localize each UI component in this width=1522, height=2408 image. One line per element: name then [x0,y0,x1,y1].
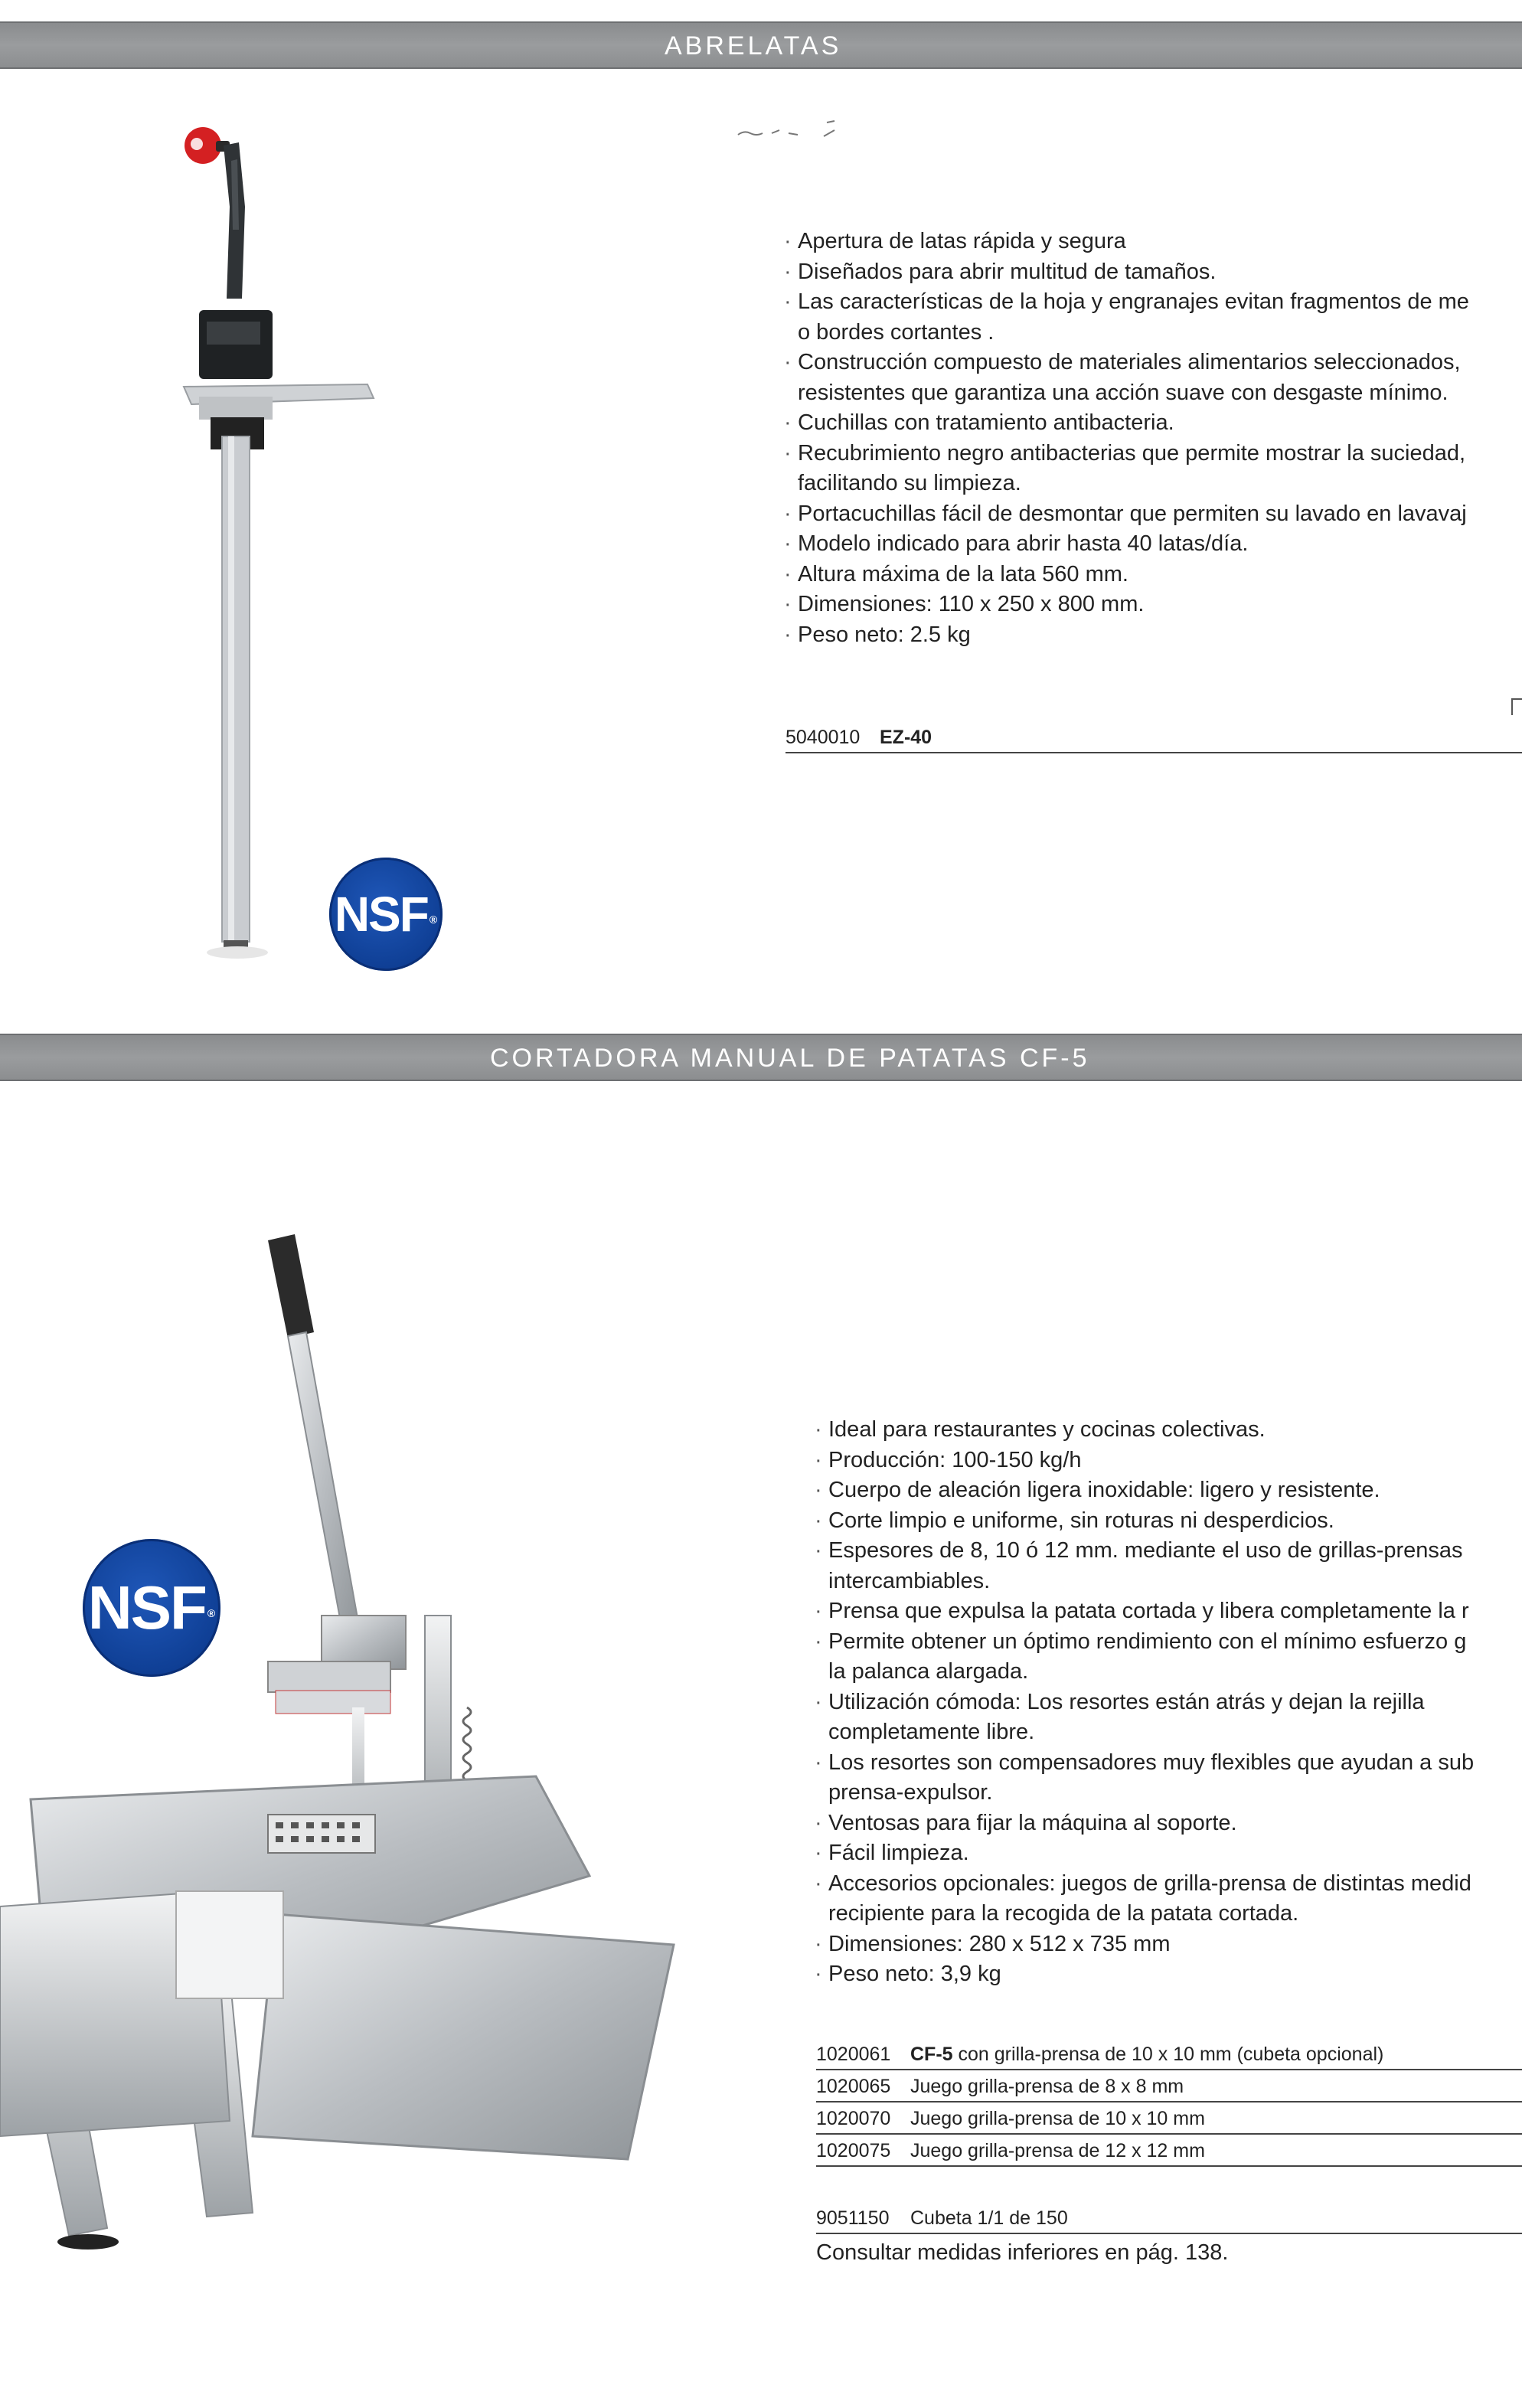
list-item-text: Cuerpo de aleación ligera inoxidable: ligero y resistente. [828,1478,1380,1502]
list-item-text: Apertura de latas rápida y segura [798,229,1126,253]
bullet-dot: · [784,531,792,556]
bullet-dot: · [784,289,792,314]
registered-mark: ® [207,1607,216,1619]
list-item-text: Utilización cómoda: Los resortes están atrás y dejan la rejilla [828,1689,1425,1714]
list-item-text: Espesores de 8, 10 ó 12 mm. mediante el uso de grillas-prensas [828,1538,1463,1563]
section-title-cortadora: CORTADORA MANUAL DE PATATAS CF-5 [490,1044,1090,1073]
list-item-text: Portacuchillas fácil de desmontar que permiten su lavado en lavavaj [798,501,1467,526]
feature-list [784,227,1522,650]
product-description: Juego grilla-prensa de 8 x 8 mm [910,2076,1184,2097]
bullet-dot: · [784,259,792,284]
list-item-text: intercambiables. [828,1568,991,1593]
list-item [784,560,1522,590]
bullet-dot: · [784,592,792,616]
list-item-text: completamente libre. [828,1720,1035,1744]
list-item [784,529,1522,560]
list-item-text: Accesorios opcionales: juegos de grilla-prensa de distintas medid [828,1871,1471,1896]
list-item-text: la palanca alargada. [828,1659,1029,1684]
list-item [815,1475,1522,1506]
list-item [815,1899,1522,1929]
reference-table [816,2038,1522,2167]
list-item [815,1929,1522,1960]
nsf-badge-text: NSF [334,887,428,942]
list-item [784,590,1522,620]
list-item-text: Modelo indicado para abrir hasta 40 latas/día. [798,531,1249,556]
bullet-dot: · [815,1841,822,1865]
product-code: 1020061 [816,2044,891,2065]
product-code: 5040010 [785,727,861,748]
list-item [815,1596,1522,1627]
list-item-text: facilitando su limpieza. [798,471,1021,495]
cubeta-reference-table [816,2202,1522,2234]
list-item-text: o bordes cortantes . [798,319,995,345]
list-item [784,408,1522,439]
list-item [815,1627,1522,1658]
product-model: CF-5 [910,2044,953,2065]
can-opener-image [168,115,398,965]
list-item-text: Permite obtener un óptimo rendimiento con el mínimo esfuerzo g [828,1629,1467,1654]
table-row [816,2135,1522,2167]
bullet-dot: · [815,1750,822,1775]
list-item [784,287,1522,318]
list-item [815,1446,1522,1476]
bullet-dot: · [784,501,792,526]
product-model: EZ-40 [880,727,932,748]
section-header-band [0,21,1522,69]
nsf-badge [329,858,443,971]
bullet-dot: · [784,622,792,647]
product-code: 1020065 [816,2076,891,2097]
scribble-mark [735,113,873,144]
bullet-dot: · [784,350,792,374]
list-item [815,1748,1522,1779]
list-item-text: Peso neto: 3,9 kg [828,1962,1001,1986]
table-row [816,2038,1522,2070]
list-item [784,439,1522,469]
bullet-dot: · [815,1810,822,1835]
list-item [815,1778,1522,1808]
bullet-dot: · [784,561,792,586]
page-reference-note: Consultar medidas inferiores en pág. 138. [816,2240,1229,2265]
bullet-dot: · [815,1599,822,1623]
bullet-dot: · [784,440,792,466]
list-item [815,1536,1522,1567]
list-item-text: Construcción compuesto de materiales alimentarios seleccionados, [798,350,1461,374]
list-item-text: Fácil limpieza. [828,1841,969,1865]
list-item [815,1808,1522,1839]
list-item [815,1869,1522,1900]
bullet-dot: · [784,229,792,253]
section-title-abrelatas: ABRELATAS [665,31,842,60]
bullet-dot: · [815,1478,822,1502]
list-item [815,1657,1522,1688]
nsf-badge-text: NSF [87,1573,206,1642]
list-item [815,1415,1522,1446]
bullet-dot: · [815,1447,822,1472]
list-item [815,1688,1522,1718]
list-item-text: recipiente para la recogida de la patata cortada. [828,1901,1299,1926]
list-item-text: Dimensiones: 280 x 512 x 735 mm [828,1931,1171,1956]
list-item-text: Los resortes son compensadores muy flexibles que ayudan a sub [828,1750,1475,1775]
list-item [784,227,1522,257]
product-code: 9051150 [816,2207,890,2229]
list-item-text: Recubrimiento negro antibacterias que permite mostrar la suciedad, [798,440,1466,466]
bullet-dot: · [815,1931,822,1956]
section-header-band [0,1034,1522,1081]
product-description: Juego grilla-prensa de 12 x 12 mm [910,2140,1205,2161]
bullet-dot: · [784,410,792,435]
list-item [784,620,1522,651]
list-item [784,257,1522,288]
bullet-dot: · [815,1689,822,1714]
list-item-text: prensa-expulsor. [828,1780,993,1805]
list-item-text: Peso neto: 2.5 kg [798,622,971,647]
bullet-dot: · [815,1629,822,1654]
table-row [816,2070,1522,2103]
bullet-dot: · [815,1417,822,1442]
bullet-dot: · [815,1871,822,1896]
list-item [815,1717,1522,1748]
list-item [815,1959,1522,1990]
feature-list [815,1415,1522,1990]
list-item-text: Corte limpio e uniforme, sin roturas ni desperdicios. [828,1508,1334,1533]
product-code: 1020070 [816,2108,891,2129]
bullet-dot: · [815,1508,822,1533]
list-item [815,1567,1522,1597]
list-item [815,1838,1522,1869]
bullet-dot: · [815,1962,822,1986]
list-item [784,378,1522,409]
list-item-text: Altura máxima de la lata 560 mm. [798,561,1128,586]
bullet-dot: · [815,1538,822,1563]
table-row [816,2202,1522,2234]
list-item [784,318,1522,348]
table-row [816,2103,1522,2135]
list-item-text: Prensa que expulsa la patata cortada y libera completamente la r [828,1599,1469,1623]
list-item-text: Diseñados para abrir multitud de tamaños. [798,259,1217,284]
list-item-text: Ventosas para fijar la máquina al soporte. [828,1810,1237,1835]
list-item-text: Ideal para restaurantes y cocinas colectivas. [828,1417,1266,1442]
product-description: Juego grilla-prensa de 10 x 10 mm [910,2108,1205,2129]
list-item [784,499,1522,530]
product-description: Cubeta 1/1 de 150 [910,2207,1068,2229]
list-item-text: Producción: 100-150 kg/h [828,1447,1082,1472]
corner-mark [1511,698,1522,715]
list-item-text: Cuchillas con tratamiento antibacteria. [798,410,1174,435]
product-description: con grilla-prensa de 10 x 10 mm (cubeta opcional) [952,2044,1384,2065]
list-item-text: resistentes que garantiza una acción suave con desgaste mínimo. [798,380,1449,405]
list-item [784,469,1522,499]
product-reference-row [785,723,1522,753]
list-item-text: Las características de la hoja y engranajes evitan fragmentos de me [798,289,1469,314]
product-code: 1020075 [816,2140,891,2161]
registered-mark: ® [429,913,438,926]
list-item-text: Dimensiones: 110 x 250 x 800 mm. [798,592,1145,616]
list-item [815,1506,1522,1537]
list-item [784,348,1522,378]
potato-cutter-image [0,1217,689,2266]
